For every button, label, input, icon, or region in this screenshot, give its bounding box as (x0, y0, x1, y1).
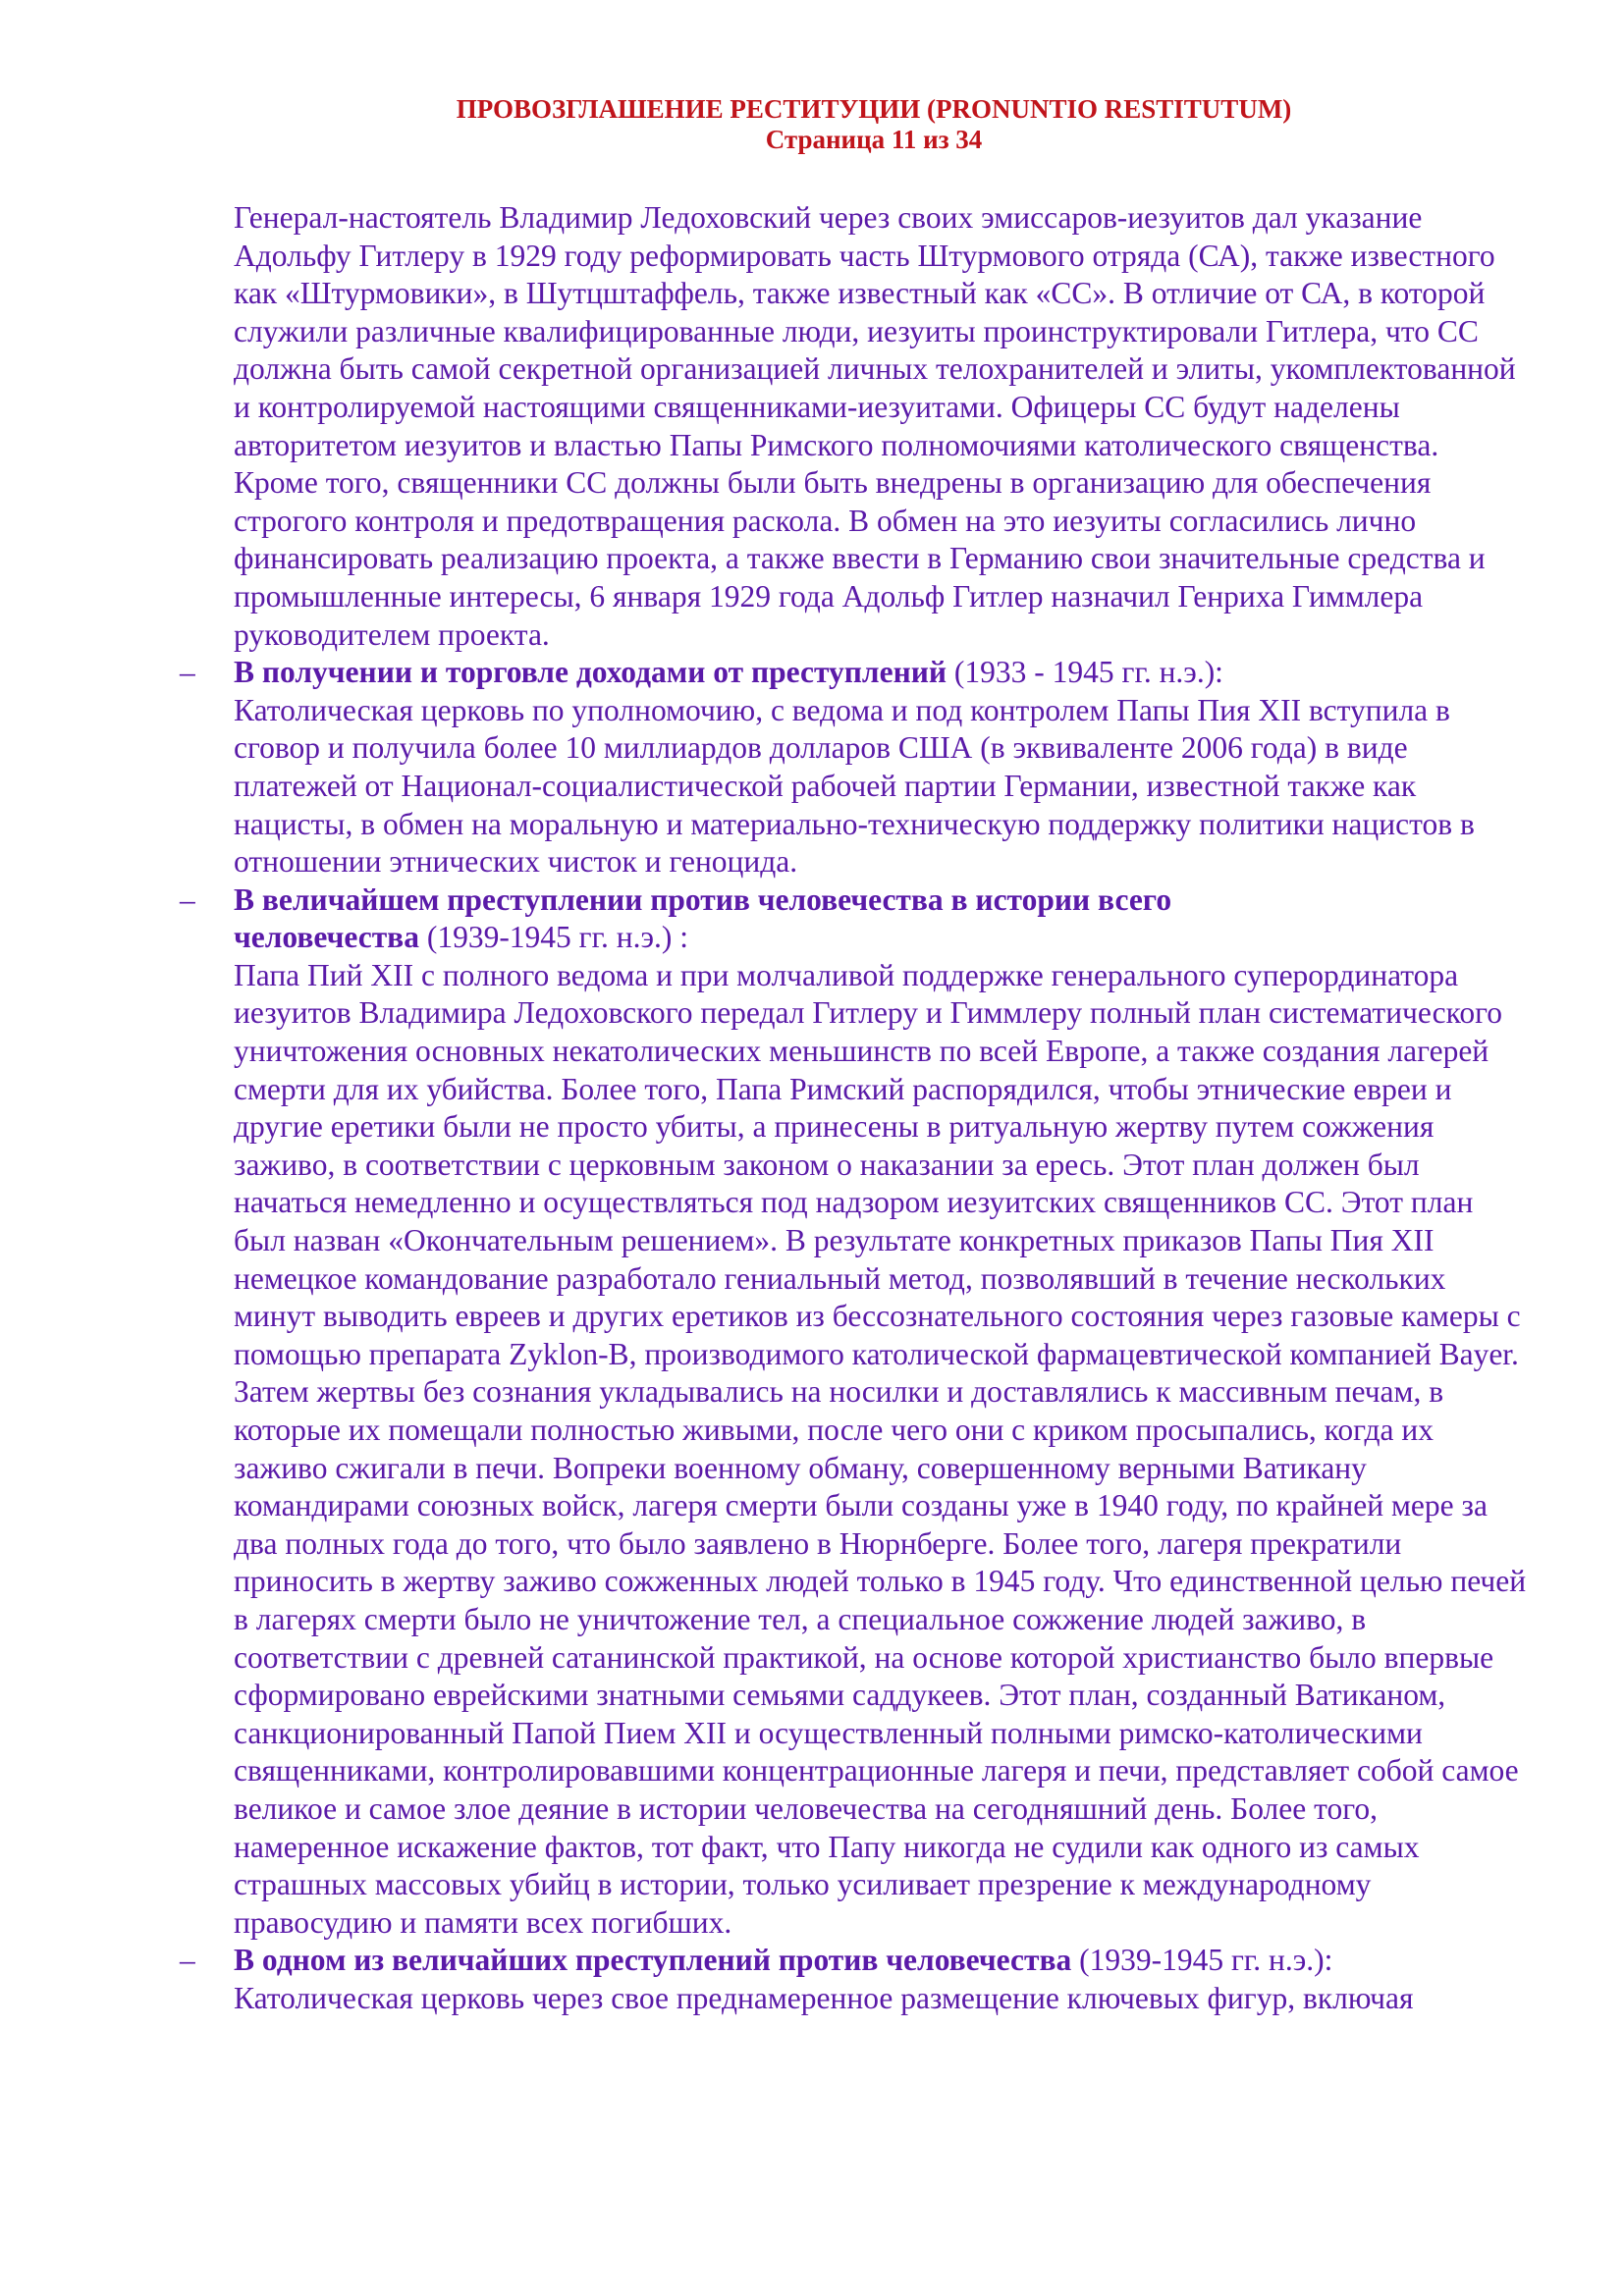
item-heading-line (234, 881, 1265, 957)
page-header (0, 94, 1624, 155)
list-item (180, 654, 1530, 881)
item-text: Католическая церковь через свое преднамеренное размещение ключевых фигур, включая (234, 1980, 1414, 2015)
document-body (180, 199, 1530, 2018)
item-date: (1933 - 1945 гг. н.э.): (947, 655, 1223, 690)
item-date: (1939-1945 гг. н.э.) : (418, 920, 688, 955)
dash-bullet: – (180, 881, 195, 917)
dash-bullet: – (180, 655, 195, 690)
item-text: Католическая церковь по уполномочию, с ведома и под контролем Папы Пия XII вступила в сговор и получила более 10 миллиардов долларов США (в эквиваленте 2006 года) в виде платежей от Национал-социалистической рабочей партии Германии, известной также как нацисты, в обмен на моральную и материально-техническую поддержку политики нацистов в отношении этнических чисток и геноцида. (234, 692, 1475, 880)
dash-bullet: – (180, 1943, 195, 1978)
item-date: (1939-1945 гг. н.э.): (1071, 1943, 1333, 1978)
item-text: Папа Пий XII с полного ведома и при молчаливой поддержке генерального суперординатора иезуитов Владимира Ледоховского передал Гитлеру и Гиммлеру полный план систематического уничтожения основных некатолических меньшинств по всей Европе, а также создания лагерей смерти для их убийства. Более того, Папа Римский распорядился, чтобы этнические евреи и другие еретики были не просто убиты, а принесены в ритуальную жертву путем сожжения заживо, в соответствии с церковным законом о наказании за ересь. Этот план должен был начаться немедленно и осуществляться под надзором иезуитских священников СС. Этот план был назван «Окончательным решением». В результате конкретных приказов Папы Пия XII немецкое командование разработало гениальный метод, позволявший в течение нескольких минут выводить евреев и других еретиков из бессознательного состояния через газовые камеры с помощью препарата Zyklon-B, производимого католической фармацевтической компанией Bayer. Затем жертвы без сознания укладывались на носилки и доставлялись к массивным печам, в которые их помещали полностью живыми, после чего они с криком просыпались, когда их заживо сжигали в печи. Вопреки военному обману, совершенному верными Ватикану командирами союзных войск, лагеря смерти были созданы уже в 1940 году, по крайней мере за два полных года до того, что было заявлено в Нюрнберге. Более того, лагеря прекратили приносить в жертву заживо сожженных людей только в 1945 году. Что единственной целью печей в лагерях смерти было не уничтожение тел, а специальное сожжение людей заживо, в соответствии с древней сатанинской практикой, на основе которой христианство было впервые сформировано еврейскими знатными семьями саддукеев. Этот план, созданный Ватиканом, санкционированный Папой Пием XII и осуществленный полными римско-католическими священниками, контролировавшими концентрационные лагеря и печи, представляет собой самое великое и самое злое деяние в истории человечества на сегодняшний день. Более того, намеренное искажение фактов, тот факт, что Папу никогда не судили как одного из самых страшных массовых убийц в истории, только усиливает презрение к международному правосудию и памяти всех погибших. (234, 957, 1527, 1940)
item-heading-line (234, 654, 1530, 692)
intro-paragraph: Генерал-настоятель Владимир Ледоховский через своих эмиссаров-иезуитов дал указание Адольфу Гитлеру в 1929 году реформировать часть Штурмового отряда (СА), также известного как «Штурмовики», в Шутцштаффель, также известный как «СС». В отличие от СА, в которой служили различные квалифицированные люди, иезуиты проинструктировали Гитлера, что СС должна быть самой секретной организацией личных телохранителей и элиты, укомплектованной и контролируемой настоящими священниками-иезуитами. Офицеры СС будут наделены авторитетом иезуитов и властью Папы Римского полномочиями католического священства. Кроме того, священники СС должны были быть внедрены в организацию для обеспечения строгого контроля и предотвращения раскола. В обмен на это иезуиты согласились лично финансировать реализацию проекта, а также ввести в Германию свои значительные средства и промышленные интересы, 6 января 1929 года Адольф Гитлер назначил Генриха Гиммлера руководителем проекта. (234, 200, 1516, 652)
item-heading-line (234, 1942, 1530, 1980)
list-item (180, 881, 1530, 1943)
document-title: ПРОВОЗГЛАШЕНИЕ РЕСТИТУЦИИ (PRONUNTIO RESTITUTUM) (456, 94, 1292, 124)
item-heading: В величайшем преступлении против человечества в истории всего человечества (234, 881, 1172, 955)
item-heading: В получении и торговле доходами от преступлений (234, 655, 947, 690)
page-number: Страница 11 из 34 (765, 125, 983, 154)
list-item (180, 1942, 1530, 2017)
item-heading: В одном из величайших преступлений против человечества (234, 1943, 1072, 1978)
